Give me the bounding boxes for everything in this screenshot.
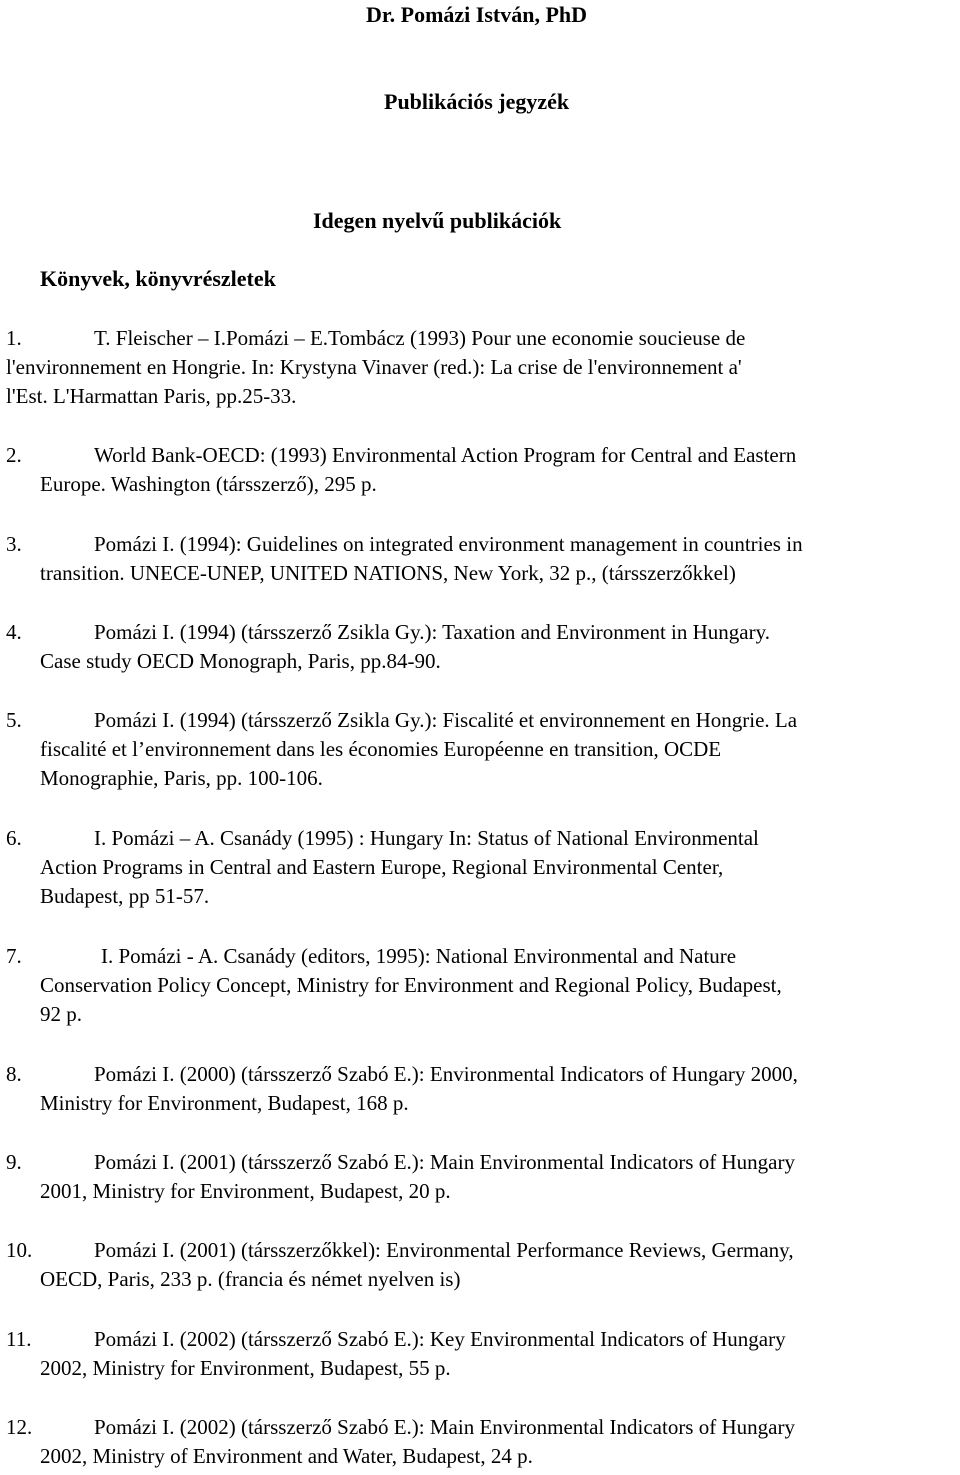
entry-number: 2. — [6, 443, 22, 467]
entry-text-line: l'Est. L'Harmattan Paris, pp.25-33. — [6, 384, 297, 408]
entry-text-line: World Bank-OECD: (1993) Environmental Action Program for Central and Eastern — [94, 443, 797, 467]
entry-text-line: Pomázi I. (2000) (társszerző Szabó E.): Environmental Indicators of Hungary 2000, — [94, 1062, 798, 1086]
entry-text-line: Case study OECD Monograph, Paris, pp.84-90. — [40, 649, 441, 673]
entry-text-line: Pomázi I. (2002) (társszerző Szabó E.): Key Environmental Indicators of Hungary — [94, 1327, 786, 1351]
entry-number: 10. — [6, 1238, 33, 1262]
entry-number: 11. — [6, 1327, 32, 1351]
entry-text-line: fiscalité et l’environnement dans les économies Européenne en transition, OCDE — [40, 737, 722, 761]
entry-number: 1. — [6, 326, 22, 350]
entry-text-line: 2002, Ministry of Environment and Water, Budapest, 24 p. — [40, 1444, 533, 1468]
entry-text-line: Pomázi I. (2001) (társszerzőkkel): Environmental Performance Reviews, Germany, — [94, 1238, 794, 1262]
section-heading: Idegen nyelvű publikációk — [313, 208, 562, 233]
subsection-heading: Könyvek, könyvrészletek — [40, 266, 276, 291]
entry-text-line: Pomázi I. (1994): Guidelines on integrated environment management in countries in — [94, 532, 803, 556]
entry-number: 8. — [6, 1062, 22, 1086]
entry-text-line: l'environnement en Hongrie. In: Krystyna Vinaver (red.): La crise de l'environnement a' — [6, 355, 742, 379]
entry-text-line: Pomázi I. (2001) (társszerző Szabó E.): Main Environmental Indicators of Hungary — [94, 1150, 795, 1174]
entry-text-line: OECD, Paris, 233 p. (francia és német nyelven is) — [40, 1267, 461, 1291]
entry-text-line: 2001, Ministry for Environment, Budapest, 20 p. — [40, 1179, 451, 1203]
entry-text-line: I. Pomázi – A. Csanády (1995) : Hungary In: Status of National Environmental — [94, 826, 759, 850]
author-name: Dr. Pomázi István, PhD — [366, 2, 588, 27]
entry-text-line: Pomázi I. (2002) (társszerző Szabó E.): Main Environmental Indicators of Hungary — [94, 1415, 795, 1439]
entry-text-line: Ministry for Environment, Budapest, 168 p. — [40, 1091, 409, 1115]
entry-text-line: transition. UNECE-UNEP, UNITED NATIONS, New York, 32 p., (társszerzőkkel) — [40, 561, 736, 585]
entry-number: 12. — [6, 1415, 33, 1439]
entry-number: 9. — [6, 1150, 22, 1174]
entry-text-line: T. Fleischer – I.Pomázi – E.Tombácz (1993) Pour une economie soucieuse de — [94, 326, 746, 350]
entry-text-line: Budapest, pp 51-57. — [40, 884, 210, 908]
entry-text-line: Europe. Washington (társszerző), 295 p. — [40, 472, 377, 496]
entry-number: 3. — [6, 532, 22, 556]
entry-number: 6. — [6, 826, 22, 850]
entry-number: 7. — [6, 944, 22, 968]
entry-text-line: 92 p. — [40, 1002, 82, 1026]
entry-text-line: I. Pomázi - A. Csanády (editors, 1995): National Environmental and Nature — [101, 944, 737, 968]
entry-text-line: Conservation Policy Concept, Ministry for Environment and Regional Policy, Budapest, — [40, 973, 782, 997]
entry-text-line: Action Programs in Central and Eastern Europe, Regional Environmental Center, — [40, 855, 724, 879]
page-title: Publikációs jegyzék — [384, 89, 570, 114]
entry-text-line: 2002, Ministry for Environment, Budapest, 55 p. — [40, 1356, 451, 1380]
entry-number: 4. — [6, 620, 22, 644]
entry-number: 5. — [6, 708, 22, 732]
entry-text-line: Pomázi I. (1994) (társszerző Zsikla Gy.): Fiscalité et environnement en Hongrie. La — [94, 708, 798, 732]
entry-text-line: Pomázi I. (1994) (társszerző Zsikla Gy.): Taxation and Environment in Hungary. — [94, 620, 770, 644]
entry-text-line: Monographie, Paris, pp. 100-106. — [40, 766, 323, 790]
